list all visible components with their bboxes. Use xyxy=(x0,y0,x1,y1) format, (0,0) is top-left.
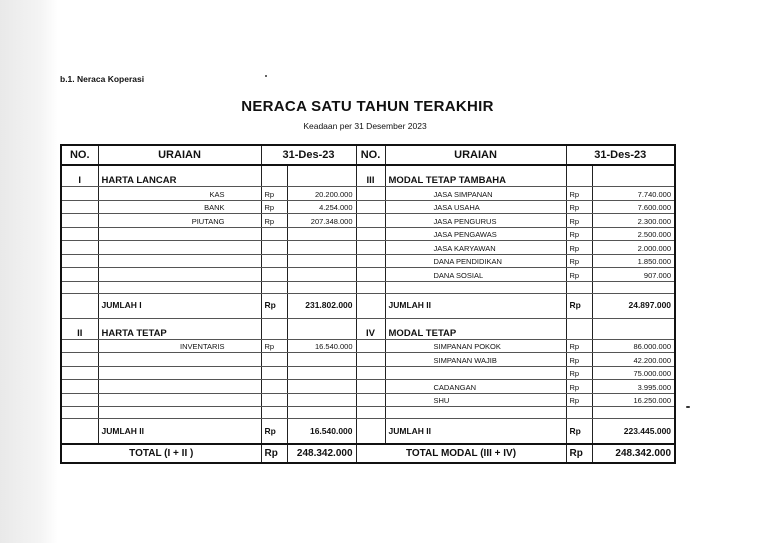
subtotal-label: JUMLAH II xyxy=(385,419,566,445)
document-subtitle: Keadaan per 31 Desember 2023 xyxy=(303,121,427,131)
currency-label: Rp xyxy=(261,214,287,228)
subtotal-row xyxy=(61,293,675,318)
subtotal-amount: 24.897.000 xyxy=(592,293,675,318)
section-number: III xyxy=(356,165,385,187)
table-header-row xyxy=(61,145,675,165)
subtotal-amount: 16.540.000 xyxy=(287,419,356,445)
subtotal-row xyxy=(61,419,675,445)
currency-label: Rp xyxy=(261,187,287,201)
item-label xyxy=(385,366,566,380)
currency-label: Rp xyxy=(566,380,592,394)
item-amount: 2.300.000 xyxy=(592,214,675,228)
item-amount: 42.200.000 xyxy=(592,353,675,367)
section-row xyxy=(61,165,675,187)
balance-sheet-table xyxy=(60,144,676,464)
currency-label: Rp xyxy=(566,254,592,268)
section-number: I xyxy=(61,165,98,187)
header-uraian: URAIAN xyxy=(98,145,261,165)
item-amount: 7.600.000 xyxy=(592,200,675,214)
item-label: JASA PENGURUS xyxy=(385,214,566,228)
item-label: INVENTARIS xyxy=(98,339,261,353)
table-row xyxy=(61,380,675,394)
item-label: DANA SOSIAL xyxy=(385,268,566,282)
total-assets-amount: 248.342.000 xyxy=(287,444,356,463)
table-row xyxy=(61,200,675,214)
table-row xyxy=(61,366,675,380)
item-amount: 1.850.000 xyxy=(592,254,675,268)
subtotal-amount: 231.802.000 xyxy=(287,293,356,318)
item-amount: 16.250.000 xyxy=(592,393,675,407)
table-row xyxy=(61,268,675,282)
item-label: CADANGAN xyxy=(385,380,566,394)
currency-label: Rp xyxy=(261,293,287,318)
total-capital-amount: 248.342.000 xyxy=(592,444,675,463)
currency-label: Rp xyxy=(566,227,592,241)
table-row xyxy=(61,353,675,367)
table-row xyxy=(61,339,675,353)
scan-speck xyxy=(686,406,690,408)
document-title: NERACA SATU TAHUN TERAKHIR xyxy=(241,98,494,115)
item-label: JASA KARYAWAN xyxy=(385,241,566,255)
subtotal-label: JUMLAH II xyxy=(98,419,261,445)
item-label: JASA SIMPANAN xyxy=(385,187,566,201)
item-label: BANK xyxy=(98,200,261,214)
section-label: b.1. Neraca Koperasi xyxy=(60,74,145,84)
currency-label: Rp xyxy=(261,444,287,463)
table-row xyxy=(61,187,675,201)
item-label: SHU xyxy=(385,393,566,407)
table-row xyxy=(61,281,675,293)
section-title: HARTA LANCAR xyxy=(98,165,261,187)
item-label: PIUTANG xyxy=(98,214,261,228)
item-amount: 20.200.000 xyxy=(287,187,356,201)
subtotal-amount: 223.445.000 xyxy=(592,419,675,445)
table-row xyxy=(61,227,675,241)
currency-label: Rp xyxy=(566,444,592,463)
table-row xyxy=(61,214,675,228)
currency-label: Rp xyxy=(261,419,287,445)
header-no-right: NO. xyxy=(356,145,385,165)
item-amount: 3.995.000 xyxy=(592,380,675,394)
scan-edge-shadow xyxy=(0,0,58,543)
currency-label: Rp xyxy=(566,393,592,407)
item-label: JASA PENGAWAS xyxy=(385,227,566,241)
section-number: II xyxy=(61,318,98,339)
table-row xyxy=(61,407,675,419)
section-title: HARTA TETAP xyxy=(98,318,261,339)
currency-label: Rp xyxy=(566,293,592,318)
section-title: MODAL TETAP TAMBAHA xyxy=(385,165,566,187)
item-amount: 7.740.000 xyxy=(592,187,675,201)
currency-label: Rp xyxy=(566,214,592,228)
header-uraian-right: URAIAN xyxy=(385,145,566,165)
section-title: MODAL TETAP xyxy=(385,318,566,339)
subtotal-label: JUMLAH II xyxy=(385,293,566,318)
currency-label: Rp xyxy=(566,366,592,380)
total-capital-label: TOTAL MODAL (III + IV) xyxy=(356,444,566,463)
table-row xyxy=(61,254,675,268)
grand-total-row xyxy=(61,444,675,463)
subtotal-label: JUMLAH I xyxy=(98,293,261,318)
section-number: IV xyxy=(356,318,385,339)
currency-label: Rp xyxy=(566,353,592,367)
header-no: NO. xyxy=(61,145,98,165)
item-amount: 86.000.000 xyxy=(592,339,675,353)
item-amount: 75.000.000 xyxy=(592,366,675,380)
item-amount: 2.000.000 xyxy=(592,241,675,255)
currency-label: Rp xyxy=(566,268,592,282)
item-label: SIMPANAN WAJIB xyxy=(385,353,566,367)
item-amount: 2.500.000 xyxy=(592,227,675,241)
total-assets-label: TOTAL (I + II ) xyxy=(61,444,261,463)
currency-label: Rp xyxy=(566,187,592,201)
item-label: JASA USAHA xyxy=(385,200,566,214)
item-label: SIMPANAN POKOK xyxy=(385,339,566,353)
currency-label: Rp xyxy=(261,339,287,353)
item-amount: 907.000 xyxy=(592,268,675,282)
item-amount: 16.540.000 xyxy=(287,339,356,353)
item-label: DANA PENDIDIKAN xyxy=(385,254,566,268)
currency-label: Rp xyxy=(566,419,592,445)
section-row xyxy=(61,318,675,339)
currency-label: Rp xyxy=(566,339,592,353)
currency-label: Rp xyxy=(566,200,592,214)
item-amount: 207.348.000 xyxy=(287,214,356,228)
header-date: 31-Des-23 xyxy=(261,145,356,165)
header-date-right: 31-Des-23 xyxy=(566,145,675,165)
item-amount: 4.254.000 xyxy=(287,200,356,214)
currency-label: Rp xyxy=(261,200,287,214)
table-row xyxy=(61,241,675,255)
scan-speck xyxy=(265,75,267,77)
currency-label: Rp xyxy=(566,241,592,255)
table-row xyxy=(61,393,675,407)
item-label: KAS xyxy=(98,187,261,201)
